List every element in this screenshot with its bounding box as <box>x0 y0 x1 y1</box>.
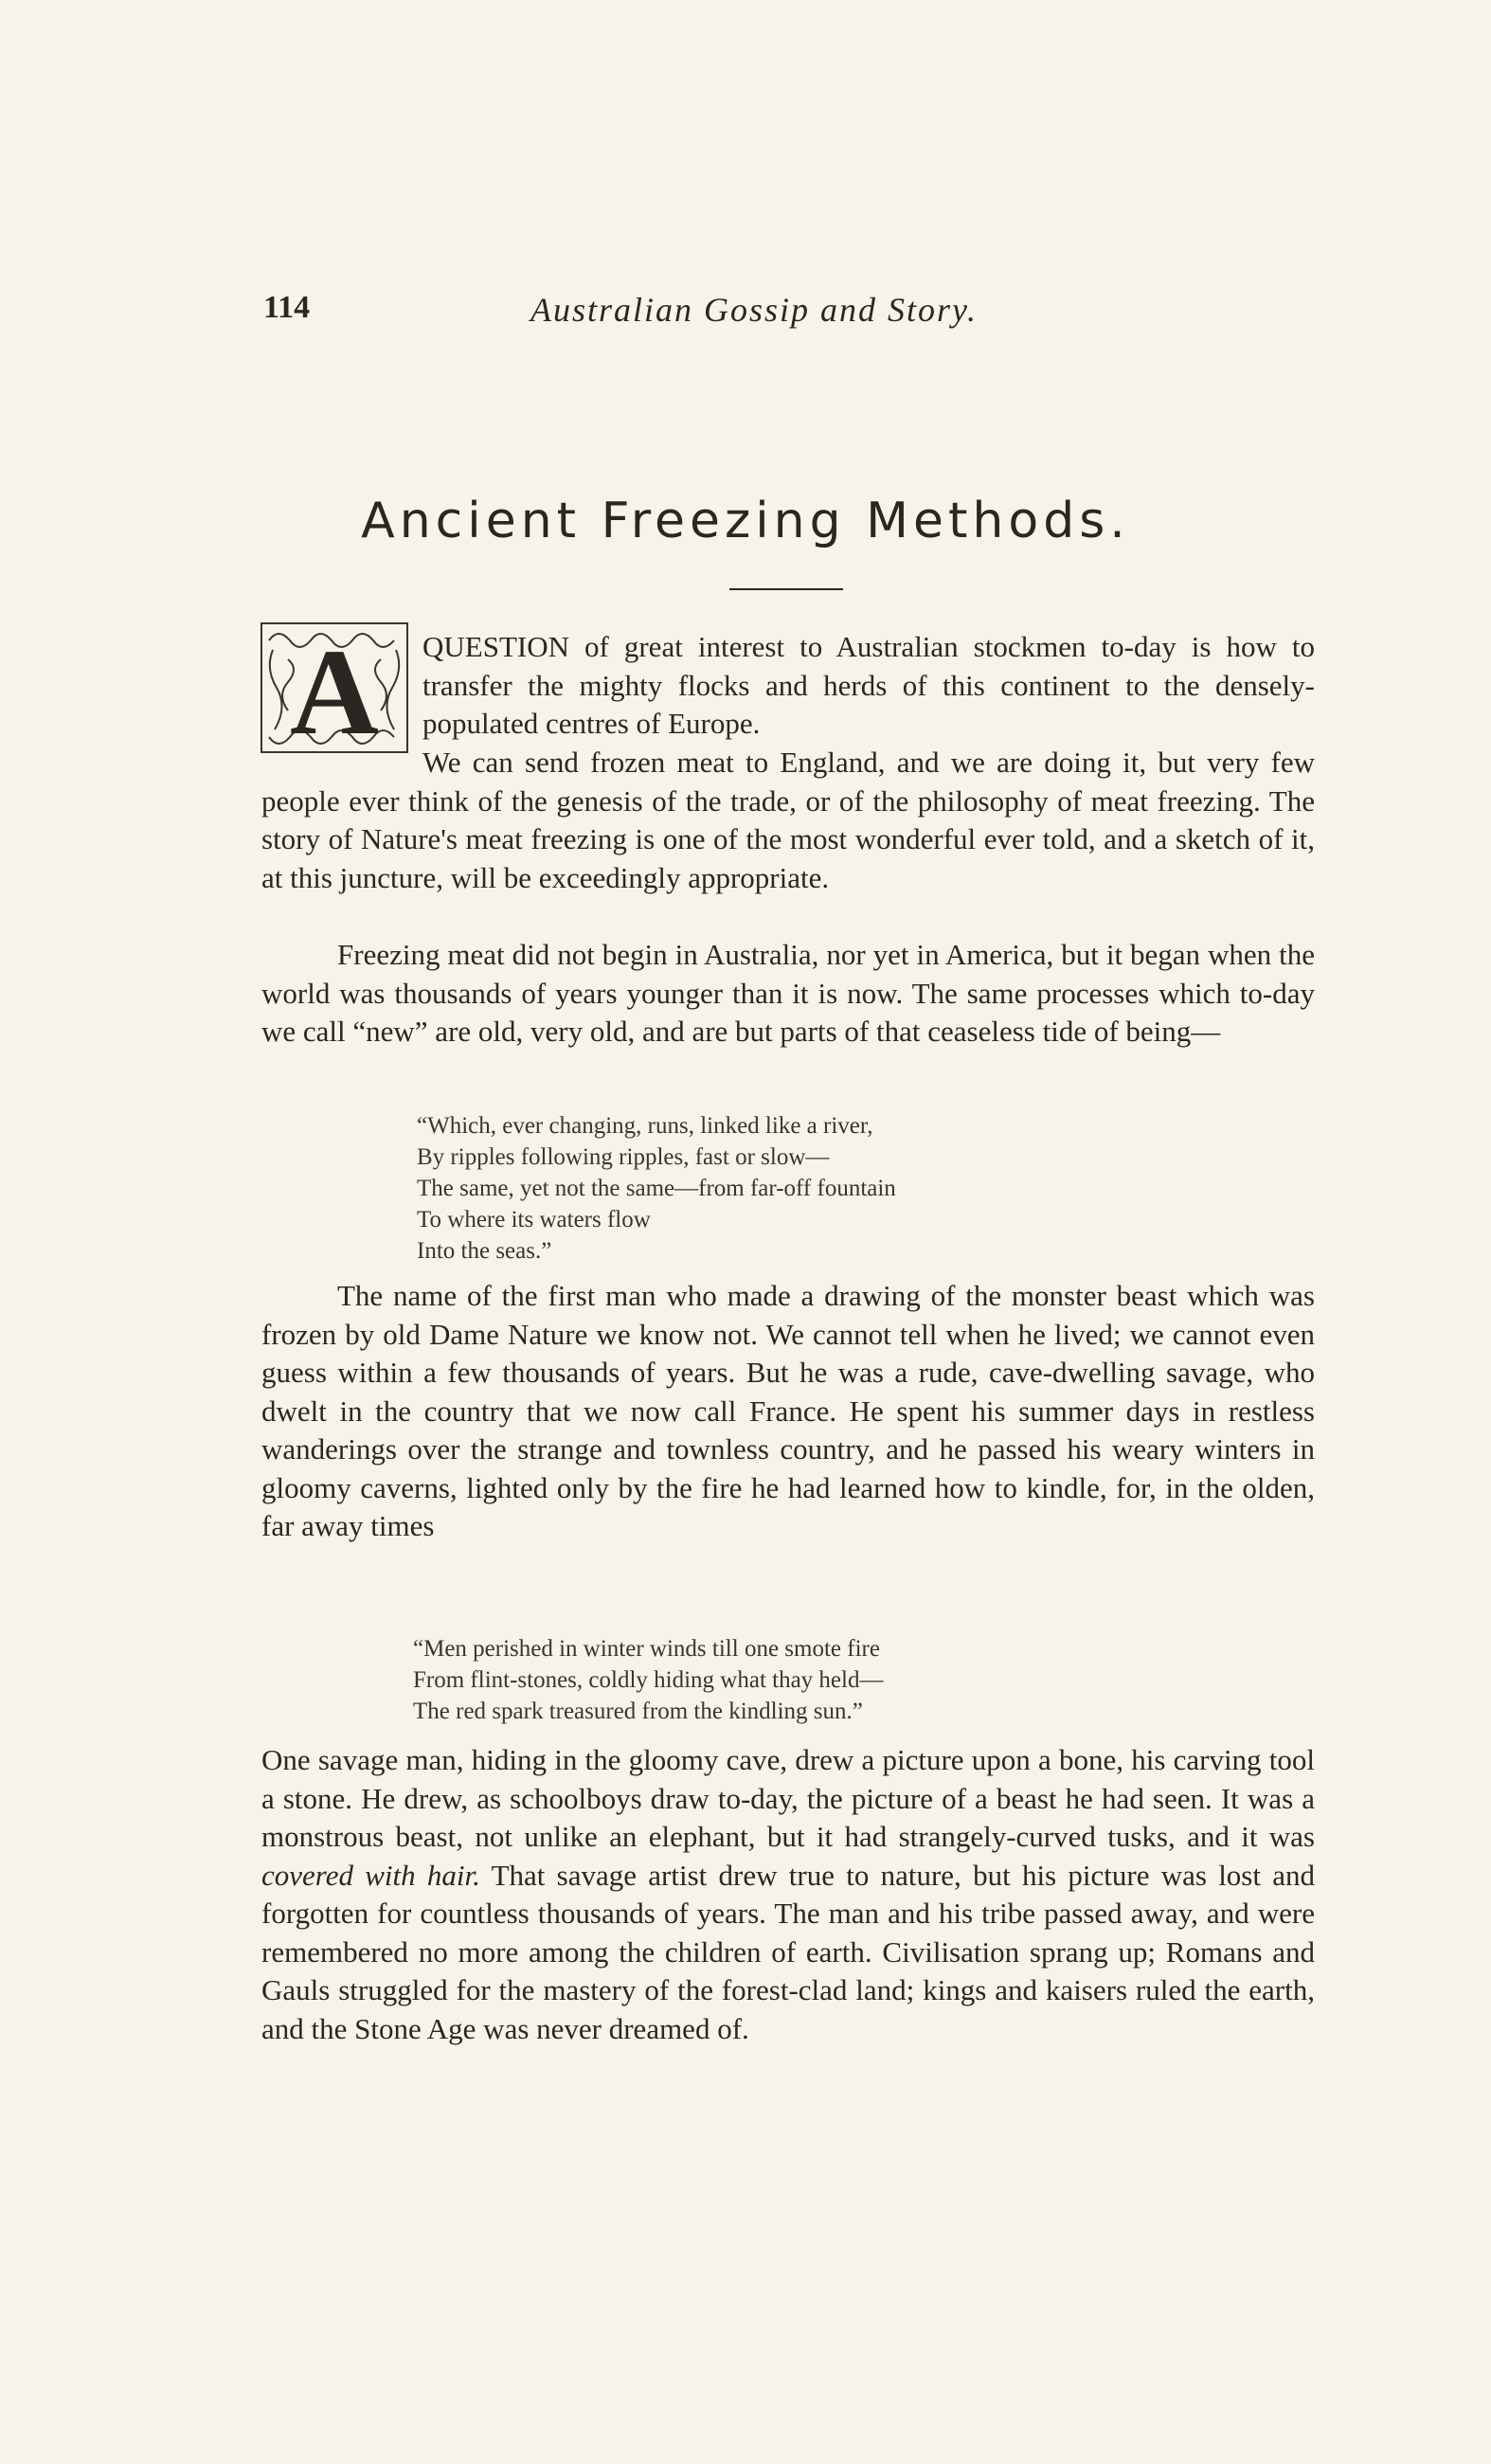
paragraph-1-first-lines: QUESTION of great interest to Australian stockmen to-day is how to transfer the mighty flocks and herds of this continent to the densely-populated centres of Europe. <box>422 630 1315 740</box>
verse-line: The same, yet not the same—from far-off fountain <box>417 1176 896 1201</box>
paragraph-1-continued <box>261 744 1315 897</box>
paragraph-3-text: The name of the first man who made a drawing of the monster beast which was frozen by old Dame Nature we know not. We cannot tell when he lived; we cannot even guess within a few thousands of years. But he was a rude, cave-dwelling savage, who dwelt in the country that we now call France. He spent his summer days in restless wanderings over the strange and townless country, and he passed his weary winters in gloomy caverns, lighted only by the fire he had learned how to kindle, for, in the olden, far away times <box>261 1279 1315 1542</box>
verse-quote-2 <box>413 1633 883 1727</box>
title-divider <box>729 588 843 590</box>
paragraph-1-rest: We can send frozen meat to England, and we are doing it, but very few people ever think of the genesis of the trade, or of the philosophy of meat freezing. The story of Nature's meat freezing is one of the most wonderful ever told, and a sketch of it, at this juncture, will be exceedingly appropriate. <box>261 746 1315 894</box>
verse-line: By ripples following ripples, fast or slow— <box>417 1144 830 1170</box>
chapter-title: Ancient Freezing Methods. <box>361 493 1130 549</box>
page-header <box>256 290 1326 337</box>
paragraph-2 <box>261 936 1315 1052</box>
verse-line: “Men perished in winter winds till one smote fire <box>413 1636 880 1662</box>
verse-line: To where its waters flow <box>417 1207 651 1232</box>
paragraph-1-opening <box>422 628 1315 744</box>
verse-line: From flint-stones, coldly hiding what thay held— <box>413 1667 884 1693</box>
verse-quote-1 <box>417 1110 896 1267</box>
verse-line: Into the seas.” <box>417 1238 552 1264</box>
running-title: Australian Gossip and Story. <box>530 291 979 329</box>
ornamental-drop-cap <box>260 621 409 754</box>
paragraph-3 <box>261 1277 1315 1546</box>
paragraph-4-emphasis: covered with hair. <box>261 1858 480 1892</box>
verse-line: “Which, ever changing, runs, linked like a river, <box>417 1113 873 1139</box>
paragraph-4-part-b: That savage artist drew true to nature, but his picture was lost and forgotten for countless thousands of years. The man and his tribe passed away, and were remembered no more among the children of earth. Civilisation sprang up; Romans and Gauls struggled for the mastery of the forest-clad land; kings and kaisers ruled the earth, and the Stone Age was never dreamed of. <box>261 1858 1316 2045</box>
page-number: 114 <box>263 290 311 325</box>
paragraph-2-text: Freezing meat did not begin in Australia, nor yet in America, but it began when the world was thousands of years younger than it is now. The same processes which to-day we call “new” are old, very old, and are but parts of that ceaseless tide of being— <box>261 938 1315 1048</box>
verse-line: The red spark treasured from the kindling sun.” <box>413 1699 863 1724</box>
paragraph-4 <box>261 1741 1315 2048</box>
paragraph-4-part-a: One savage man, hiding in the gloomy cave, drew a picture upon a bone, his carving tool a stone. He drew, as schoolboys draw to-day, the picture of a beast he had seen. It was a monstrous beast, not unlike an elephant, but it had strangely-curved tusks, and it was <box>261 1743 1315 1853</box>
paragraph-4-text <box>261 1741 1315 2048</box>
drop-cap-letter: A <box>290 624 379 754</box>
